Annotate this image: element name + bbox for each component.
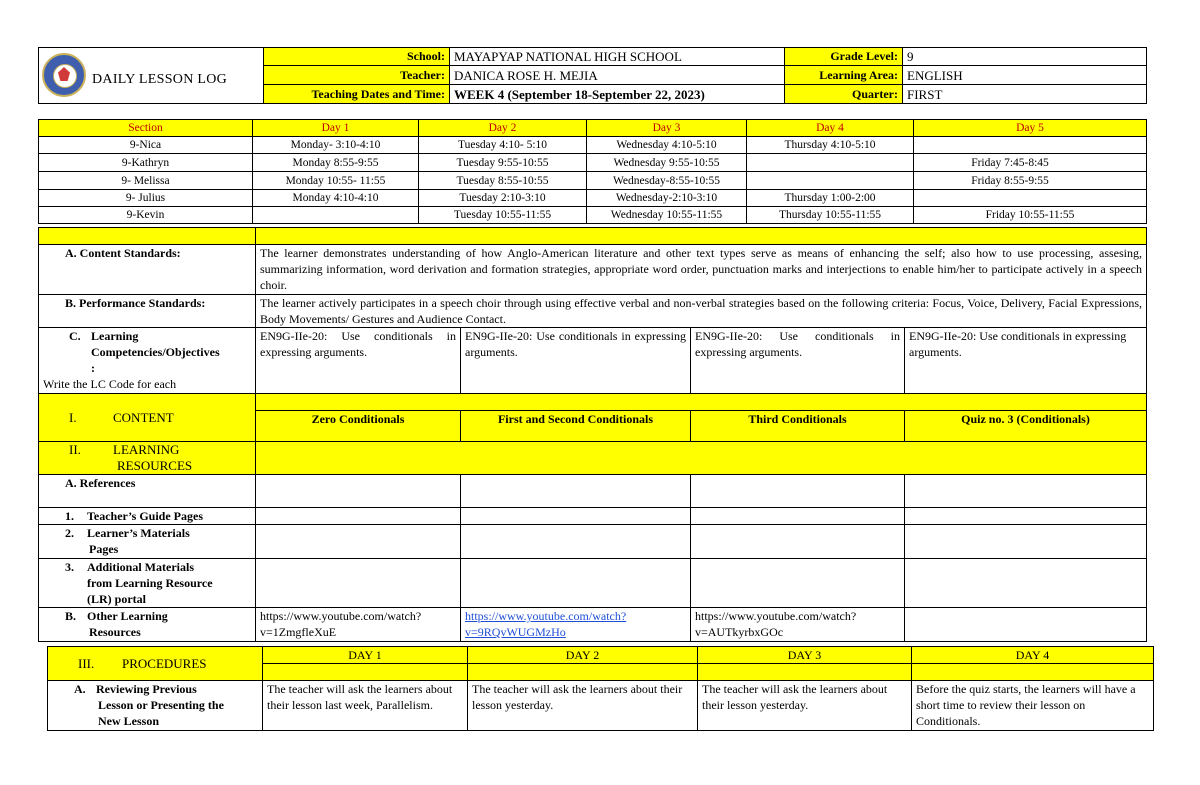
competency-day4: EN9G-IIe-20: Use conditionals in expressing arguments.	[905, 328, 1147, 394]
schedule-cell	[914, 190, 1147, 207]
competency-note: Write the LC Code for each	[43, 377, 177, 391]
table-row	[39, 172, 1147, 190]
schedule-cell: Thursday 10:55-11:55	[747, 207, 914, 224]
topic-day1: Zero Conditionals	[256, 411, 461, 442]
header-table	[38, 47, 1147, 104]
schedule-header-day4: Day 4	[747, 120, 914, 137]
youtube-link[interactable]	[465, 609, 626, 639]
performance-standards-text: The learner actively participates in a speech choir through using effective verbal and non-verbal strategies based on the following criteria: Focus, Voice, Delivery, Facial Expressions, Body Movements/ Gestures and Audience Contact.	[256, 295, 1147, 328]
schedule-cell: Tuesday 8:55-10:55	[419, 172, 587, 190]
log-title: DAILY LESSON LOG	[92, 72, 228, 87]
learners-materials-label	[39, 525, 256, 559]
table-row	[39, 190, 1147, 207]
link-line1[interactable]: https://www.youtube.com/watch?	[695, 609, 857, 623]
am-line3: (LR) portal	[87, 592, 146, 606]
resource-link-day1[interactable]	[256, 608, 461, 642]
empty-cell	[905, 608, 1147, 642]
grade-label: Grade Level:	[785, 48, 903, 66]
review-label	[48, 681, 263, 731]
other-num: B.	[65, 609, 77, 623]
empty-cell	[905, 559, 1147, 608]
school-value: MAYAPYAP NATIONAL HIGH SCHOOL	[450, 48, 785, 66]
schedule-cell: Wednesday-8:55-10:55	[587, 172, 747, 190]
spacer-cell	[256, 442, 1147, 475]
review-num: A.	[74, 682, 86, 696]
table-row	[39, 154, 1147, 172]
procedures-label: PROCEDURES	[122, 655, 207, 671]
lesson-log-table	[38, 227, 1147, 642]
link-line1[interactable]: https://www.youtube.com/watch?	[260, 609, 422, 623]
schedule-cell: Friday 7:45-8:45	[914, 154, 1147, 172]
schedule-cell: 9- Julius	[39, 190, 253, 207]
spacer-cell	[263, 664, 468, 681]
competency-day1: EN9G-IIe-20: Use conditionals in expressing arguments.	[256, 328, 461, 394]
link-line2[interactable]: v=AUTkyrbxGOc	[695, 625, 784, 639]
empty-cell	[691, 475, 905, 508]
lm-num: 2.	[65, 526, 74, 540]
empty-cell	[461, 475, 691, 508]
competency-day3: EN9G-IIe-20: Use conditionals in expressing arguments.	[691, 328, 905, 394]
competency-num: C.	[69, 329, 81, 343]
schedule-header-section: Section	[39, 120, 253, 137]
empty-cell	[905, 525, 1147, 559]
other-line1: Other Learning	[87, 609, 168, 623]
review-line1: Reviewing Previous	[96, 682, 197, 696]
schedule-cell: Wednesday 10:55-11:55	[587, 207, 747, 224]
schedule-cell	[253, 207, 419, 224]
dates-value: WEEK 4 (September 18-September 22, 2023)	[450, 85, 785, 104]
resource-link-day3[interactable]	[691, 608, 905, 642]
procedure-day3: DAY 3	[698, 647, 912, 664]
competencies-label	[39, 328, 256, 394]
competency-label-line1: Learning	[91, 329, 139, 343]
teacher-value: DANICA ROSE H. MEJIA	[450, 66, 785, 85]
empty-cell	[256, 475, 461, 508]
schedule-cell: Tuesday 9:55-10:55	[419, 154, 587, 172]
teachers-guide-label	[39, 508, 256, 525]
area-value: ENGLISH	[903, 66, 1147, 85]
link-line2[interactable]: v=1ZmgfleXuE	[260, 625, 337, 639]
schedule-cell: Monday- 3:10-4:10	[253, 137, 419, 154]
other-line2: Resources	[89, 625, 141, 639]
schedule-cell: Thursday 1:00-2:00	[747, 190, 914, 207]
link-line1[interactable]: https://www.youtube.com/watch?	[465, 609, 627, 623]
competency-label-line2: Competencies/Objectives	[91, 345, 220, 359]
competency-day2: EN9G-IIe-20: Use conditionals in expressing arguments.	[461, 328, 691, 394]
resources-label-line1: LEARNING	[113, 442, 180, 457]
spacer-cell	[256, 228, 1147, 245]
content-section-label	[39, 394, 256, 442]
topic-day3: Third Conditionals	[691, 411, 905, 442]
schedule-cell: 9- Melissa	[39, 172, 253, 190]
link-line2[interactable]: v=9RQvWUGMzHo	[465, 625, 566, 639]
procedures-num: III.	[78, 655, 95, 671]
schedule-cell: Wednesday-2:10-3:10	[587, 190, 747, 207]
schedule-cell	[747, 172, 914, 190]
performance-standards-label: B. Performance Standards:	[39, 295, 256, 328]
empty-cell	[461, 525, 691, 559]
school-label: School:	[264, 48, 450, 66]
procedures-table	[47, 646, 1154, 731]
spacer-cell	[256, 394, 1147, 411]
schedule-table	[38, 119, 1147, 224]
spacer-cell	[912, 664, 1154, 681]
schedule-cell: Monday 4:10-4:10	[253, 190, 419, 207]
review-day2: The teacher will ask the learners about their lesson yesterday.	[468, 681, 698, 731]
empty-cell	[691, 559, 905, 608]
empty-cell	[905, 475, 1147, 508]
references-label: A. References	[39, 475, 256, 508]
am-line2: from Learning Resource	[87, 576, 213, 590]
dates-label: Teaching Dates and Time:	[264, 85, 450, 104]
quarter-label: Quarter:	[785, 85, 903, 104]
resources-label-line2: RESOURCES	[117, 458, 193, 473]
schedule-cell: Tuesday 4:10- 5:10	[419, 137, 587, 154]
schedule-cell: Monday 8:55-9:55	[253, 154, 419, 172]
empty-cell	[256, 525, 461, 559]
schedule-header-day3: Day 3	[587, 120, 747, 137]
schedule-cell	[747, 154, 914, 172]
resource-link-day2[interactable]	[461, 608, 691, 642]
schedule-cell: Tuesday 10:55-11:55	[419, 207, 587, 224]
schedule-cell: Wednesday 4:10-5:10	[587, 137, 747, 154]
lm-line1: Learner’s Materials	[87, 526, 190, 540]
schedule-cell: 9-Kathryn	[39, 154, 253, 172]
empty-cell	[256, 559, 461, 608]
schedule-cell: Wednesday 9:55-10:55	[587, 154, 747, 172]
procedure-day4: DAY 4	[912, 647, 1154, 664]
additional-materials-label	[39, 559, 256, 608]
lm-line2: Pages	[89, 542, 119, 556]
am-line1: Additional Materials	[87, 560, 194, 574]
schedule-cell: 9-Nica	[39, 137, 253, 154]
schedule-cell: 9-Kevin	[39, 207, 253, 224]
schedule-cell: Monday 10:55- 11:55	[253, 172, 419, 190]
spacer-cell	[39, 228, 256, 245]
content-num: I.	[69, 409, 77, 425]
schedule-header-day1: Day 1	[253, 120, 419, 137]
table-row	[39, 207, 1147, 224]
empty-cell	[461, 508, 691, 525]
other-resources-label	[39, 608, 256, 642]
procedure-day2: DAY 2	[468, 647, 698, 664]
spacer-cell	[698, 664, 912, 681]
quarter-value: FIRST	[903, 85, 1147, 104]
review-line2: Lesson or Presenting the	[98, 698, 224, 712]
resources-num: II.	[69, 442, 81, 457]
teacher-label: Teacher:	[264, 66, 450, 85]
area-label: Learning Area:	[785, 66, 903, 85]
procedures-section-label	[48, 647, 263, 681]
grade-value: 9	[903, 48, 1147, 66]
topic-day4: Quiz no. 3 (Conditionals)	[905, 411, 1147, 442]
resources-section-label	[39, 442, 256, 475]
schedule-cell: Friday 8:55-9:55	[914, 172, 1147, 190]
empty-cell	[905, 508, 1147, 525]
review-line3: New Lesson	[98, 714, 160, 728]
competency-label-line3: :	[91, 361, 95, 375]
tg-text: Teacher’s Guide Pages	[87, 509, 203, 523]
review-day4: Before the quiz starts, the learners will have a short time to review their lesson on Conditionals.	[912, 681, 1154, 731]
content-standards-label: A. Content Standards:	[39, 245, 256, 295]
table-row	[39, 137, 1147, 154]
content-standards-text: The learner demonstrates understanding of how Anglo-American literature and other text types serve as means of enhancing the self; also how to use processing, assesing, summarizing information, word derivation and formation strategies, appropriate word order, punctuation marks and interjections to enable him/her to participate actively in a speech choir.	[256, 245, 1147, 295]
schedule-header-day5: Day 5	[914, 120, 1147, 137]
spacer-cell	[468, 664, 698, 681]
content-label: CONTENT	[113, 409, 174, 425]
schedule-cell	[914, 137, 1147, 154]
review-day3: The teacher will ask the learners about their lesson yesterday.	[698, 681, 912, 731]
schedule-header-day2: Day 2	[419, 120, 587, 137]
review-day1: The teacher will ask the learners about their lesson last week, Parallelism.	[263, 681, 468, 731]
schedule-cell: Tuesday 2:10-3:10	[419, 190, 587, 207]
empty-cell	[691, 508, 905, 525]
empty-cell	[256, 508, 461, 525]
logo-cell	[39, 48, 264, 104]
topic-day2: First and Second Conditionals	[461, 411, 691, 442]
am-num: 3.	[65, 560, 74, 574]
schedule-cell: Friday 10:55-11:55	[914, 207, 1147, 224]
empty-cell	[691, 525, 905, 559]
tg-num: 1.	[65, 509, 74, 523]
schedule-cell: Thursday 4:10-5:10	[747, 137, 914, 154]
procedure-day1: DAY 1	[263, 647, 468, 664]
empty-cell	[461, 559, 691, 608]
